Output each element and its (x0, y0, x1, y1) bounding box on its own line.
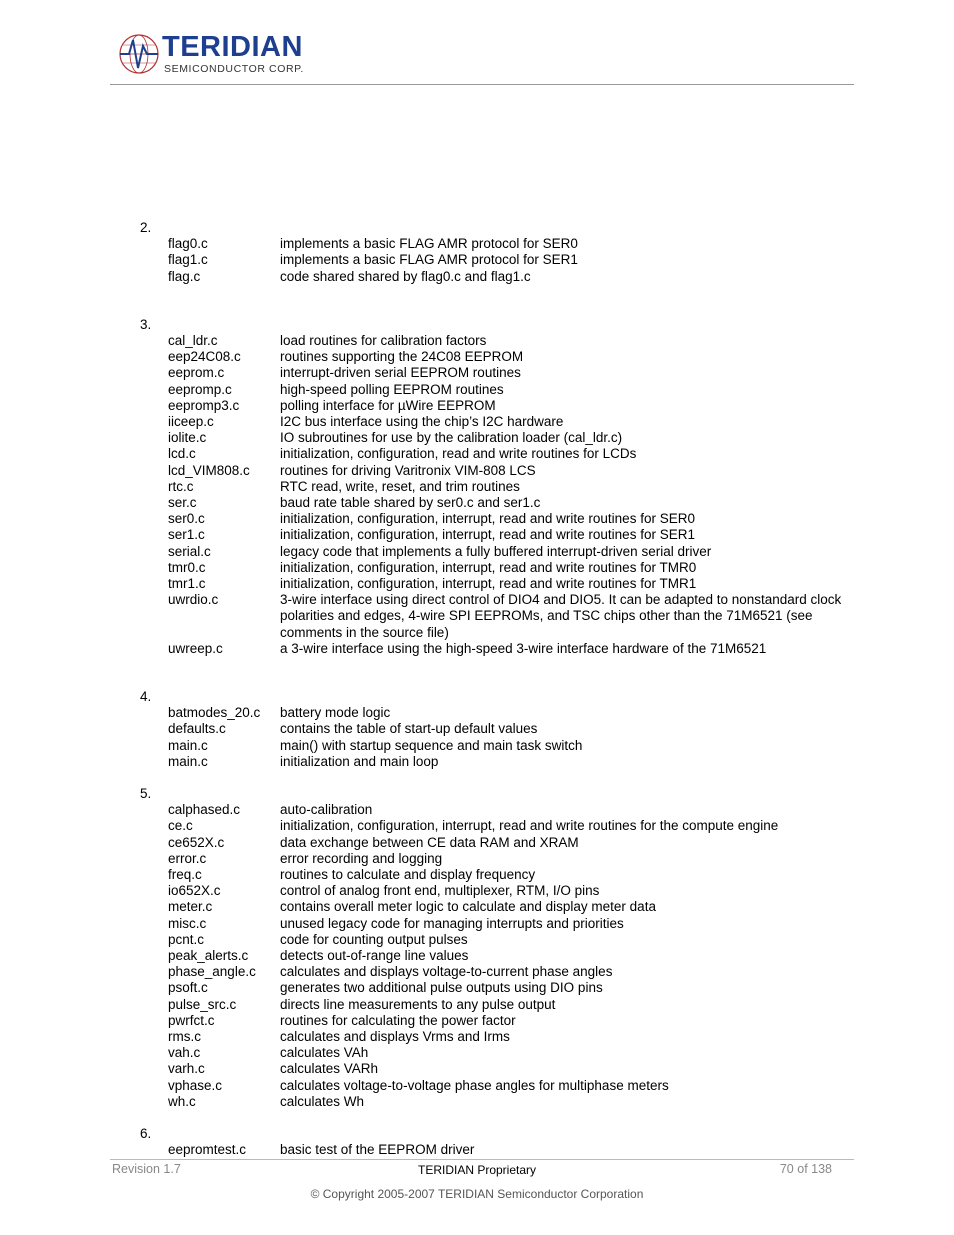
file-description: routines for calculating the power factor (280, 1012, 516, 1028)
file-name: cal_ldr.c (168, 332, 218, 348)
file-name: freq.c (168, 867, 202, 883)
section-number: 2. (140, 220, 152, 235)
file-name: varh.c (168, 1061, 205, 1077)
file-description: calculates VARh (280, 1061, 379, 1077)
file-name: ser0.c (168, 511, 205, 527)
file-name: ser1.c (168, 527, 205, 543)
section (140, 220, 860, 285)
file-description: contains overall meter logic to calculate and display meter data (280, 899, 656, 915)
file-row (140, 463, 860, 479)
section-number: 4. (140, 689, 152, 705)
file-row (140, 641, 860, 657)
file-name: ser.c (168, 495, 197, 511)
file-description: legacy code that implements a fully buffered interrupt-driven serial driver (280, 543, 712, 559)
file-description: code for counting output pulses (280, 931, 468, 947)
file-row (140, 1013, 860, 1029)
file-row (140, 932, 860, 948)
logo-globe-icon (117, 32, 161, 76)
footer-page-number: 70 of 138 (779, 1162, 832, 1176)
file-name: main.c (168, 753, 208, 769)
file-name: eepromtest.c (168, 1142, 247, 1158)
file-description: high-speed polling EEPROM routines (280, 381, 504, 397)
file-name: wh.c (168, 1093, 196, 1109)
file-row (140, 576, 860, 592)
file-row (140, 997, 860, 1013)
file-name: defaults.c (168, 721, 226, 737)
file-description: code shared shared by flag0.c and flag1.c (280, 268, 531, 284)
file-row (140, 414, 860, 430)
file-row (140, 802, 860, 818)
file-description: implements a basic FLAG AMR protocol for SER1 (280, 252, 578, 268)
file-row (140, 527, 860, 543)
section-number: 6. (140, 1126, 152, 1142)
file-name: uwrdio.c (168, 592, 219, 608)
file-description: generates two additional pulse outputs using DIO pins (280, 980, 603, 996)
file-row (140, 835, 860, 851)
file-row (140, 964, 860, 980)
file-name: meter.c (168, 899, 213, 915)
file-name: tmr1.c (168, 576, 206, 592)
file-row (140, 818, 860, 834)
section (140, 689, 860, 770)
file-name: pwrfct.c (168, 1012, 215, 1028)
file-row (140, 738, 860, 754)
file-name: iolite.c (168, 430, 207, 446)
section (140, 317, 860, 657)
file-row (140, 1078, 860, 1094)
file-name: io652X.c (168, 883, 221, 899)
file-description: calculates and displays voltage-to-current phase angles (280, 964, 613, 980)
file-row (140, 430, 860, 446)
file-name: eepromp3.c (168, 397, 240, 413)
file-name: vah.c (168, 1045, 201, 1061)
file-row (140, 349, 860, 365)
file-description: calculates voltage-to-voltage phase angles for multiphase meters (280, 1077, 669, 1093)
file-row (140, 560, 860, 576)
file-description: routines for driving Varitronix VIM-808 LCS (280, 462, 536, 478)
file-description: auto-calibration (280, 802, 373, 818)
file-description: initialization, configuration, interrupt, read and write routines for SER0 (280, 511, 695, 527)
file-description: 3-wire interface using direct control of DIO4 and DIO5. It can be adapted to nonstandard clock polarities and edges, 4-wire SPI EEPROMs, and TSC chips other than the 71M6521 (see comments in the source file) (280, 592, 842, 640)
section-number: 5. (140, 786, 152, 802)
file-name: lcd_VIM808.c (168, 462, 250, 478)
file-description: initialization, configuration, interrupt, read and write routines for TMR1 (280, 576, 697, 592)
file-description: data exchange between CE data RAM and XRAM (280, 834, 579, 850)
file-description: RTC read, write, reset, and trim routines (280, 478, 520, 494)
file-description: unused legacy code for managing interrupts and priorities (280, 915, 624, 931)
file-description: polling interface for µWire EEPROM (280, 397, 496, 413)
file-row (140, 495, 860, 511)
file-description: initialization, configuration, interrupt, read and write routines for TMR0 (280, 559, 697, 575)
file-name: error.c (168, 850, 207, 866)
file-row (140, 592, 860, 641)
file-description: I2C bus interface using the chip’s I2C hardware (280, 414, 564, 429)
file-name: rms.c (168, 1029, 201, 1045)
file-name: ce.c (168, 818, 193, 834)
file-description: initialization, configuration, interrupt, read and write routines for the compute engine (280, 818, 779, 834)
file-description: directs line measurements to any pulse output (280, 996, 556, 1012)
file-description: initialization and main loop (280, 753, 439, 769)
file-name: iiceep.c (168, 414, 214, 429)
file-row (140, 948, 860, 964)
file-description: baud rate table shared by ser0.c and ser1.c (280, 495, 541, 511)
file-row (140, 867, 860, 883)
file-row (140, 883, 860, 899)
file-row (140, 544, 860, 560)
file-row (140, 382, 860, 398)
file-name: psoft.c (168, 980, 208, 996)
file-row (140, 511, 860, 527)
file-description: initialization, configuration, interrupt, read and write routines for SER1 (280, 527, 695, 543)
section (140, 786, 860, 1110)
file-name: pcnt.c (168, 931, 205, 947)
file-description: interrupt-driven serial EEPROM routines (280, 365, 521, 381)
file-description: main() with startup sequence and main task switch (280, 737, 583, 753)
file-description: calculates and displays Vrms and Irms (280, 1029, 510, 1045)
logo-tagline: SEMICONDUCTOR CORP. (164, 63, 304, 75)
file-description: contains the table of start-up default values (280, 721, 538, 737)
file-name: main.c (168, 737, 208, 753)
file-name: serial.c (168, 543, 211, 559)
file-description: control of analog front end, multiplexer, RTM, I/O pins (280, 883, 600, 899)
file-row (140, 754, 860, 770)
file-name: ce652X.c (168, 834, 225, 850)
footer-divider (110, 1159, 854, 1160)
file-name: eep24C08.c (168, 349, 241, 365)
file-name: flag0.c (168, 236, 208, 252)
file-name: peak_alerts.c (168, 948, 249, 964)
file-description: load routines for calibration factors (280, 332, 487, 348)
file-name: tmr0.c (168, 559, 206, 575)
file-row (140, 365, 860, 381)
file-row (140, 705, 860, 721)
file-row (140, 1061, 860, 1077)
file-name: pulse_src.c (168, 996, 237, 1012)
file-name: eepromp.c (168, 381, 232, 397)
file-row (140, 269, 860, 285)
file-row (140, 1094, 860, 1110)
file-row (140, 236, 860, 252)
file-row (140, 398, 860, 414)
company-logo (117, 30, 317, 80)
header-divider (110, 84, 854, 85)
file-description: routines to calculate and display frequency (280, 867, 536, 883)
section (140, 1126, 860, 1158)
file-description: detects out-of-range line values (280, 948, 469, 964)
file-name: calphased.c (168, 802, 241, 818)
file-description: battery mode logic (280, 705, 391, 721)
file-row (140, 721, 860, 737)
file-row (140, 333, 860, 349)
footer-proprietary: TERIDIAN Proprietary (417, 1163, 537, 1177)
file-name: vphase.c (168, 1077, 223, 1093)
file-row (140, 851, 860, 867)
file-name: misc.c (168, 915, 207, 931)
file-name: flag.c (168, 268, 201, 284)
file-name: eeprom.c (168, 365, 225, 381)
file-row (140, 446, 860, 462)
file-name: batmodes_20.c (168, 705, 261, 721)
section-number: 3. (140, 316, 152, 332)
footer-revision: Revision 1.7 (112, 1162, 181, 1176)
logo-company-name: TERIDIAN (162, 31, 303, 63)
file-description: routines supporting the 24C08 EEPROM (280, 349, 524, 365)
file-description: basic test of the EEPROM driver (280, 1142, 475, 1158)
file-row (140, 479, 860, 495)
file-name: rtc.c (168, 478, 194, 494)
file-row (140, 916, 860, 932)
file-description: IO subroutines for use by the calibration loader (cal_ldr.c) (280, 430, 623, 446)
file-description: initialization, configuration, read and write routines for LCDs (280, 446, 637, 462)
file-row (140, 252, 860, 268)
file-row (140, 1045, 860, 1061)
footer-copyright: © Copyright 2005-2007 TERIDIAN Semiconductor Corporation (310, 1187, 644, 1201)
file-description: a 3-wire interface using the high-speed 3-wire interface hardware of the 71M6521 (280, 640, 767, 656)
file-row (140, 1029, 860, 1045)
file-description: calculates Wh (280, 1093, 365, 1109)
file-name: phase_angle.c (168, 964, 256, 980)
file-name: uwreep.c (168, 640, 223, 656)
file-name: lcd.c (168, 446, 196, 462)
file-listing (140, 220, 860, 1174)
file-description: error recording and logging (280, 850, 443, 866)
file-row (140, 1142, 860, 1158)
file-name: flag1.c (168, 252, 208, 268)
file-description: calculates VAh (280, 1045, 369, 1061)
file-row (140, 980, 860, 996)
file-row (140, 899, 860, 915)
file-description: implements a basic FLAG AMR protocol for SER0 (280, 236, 578, 252)
